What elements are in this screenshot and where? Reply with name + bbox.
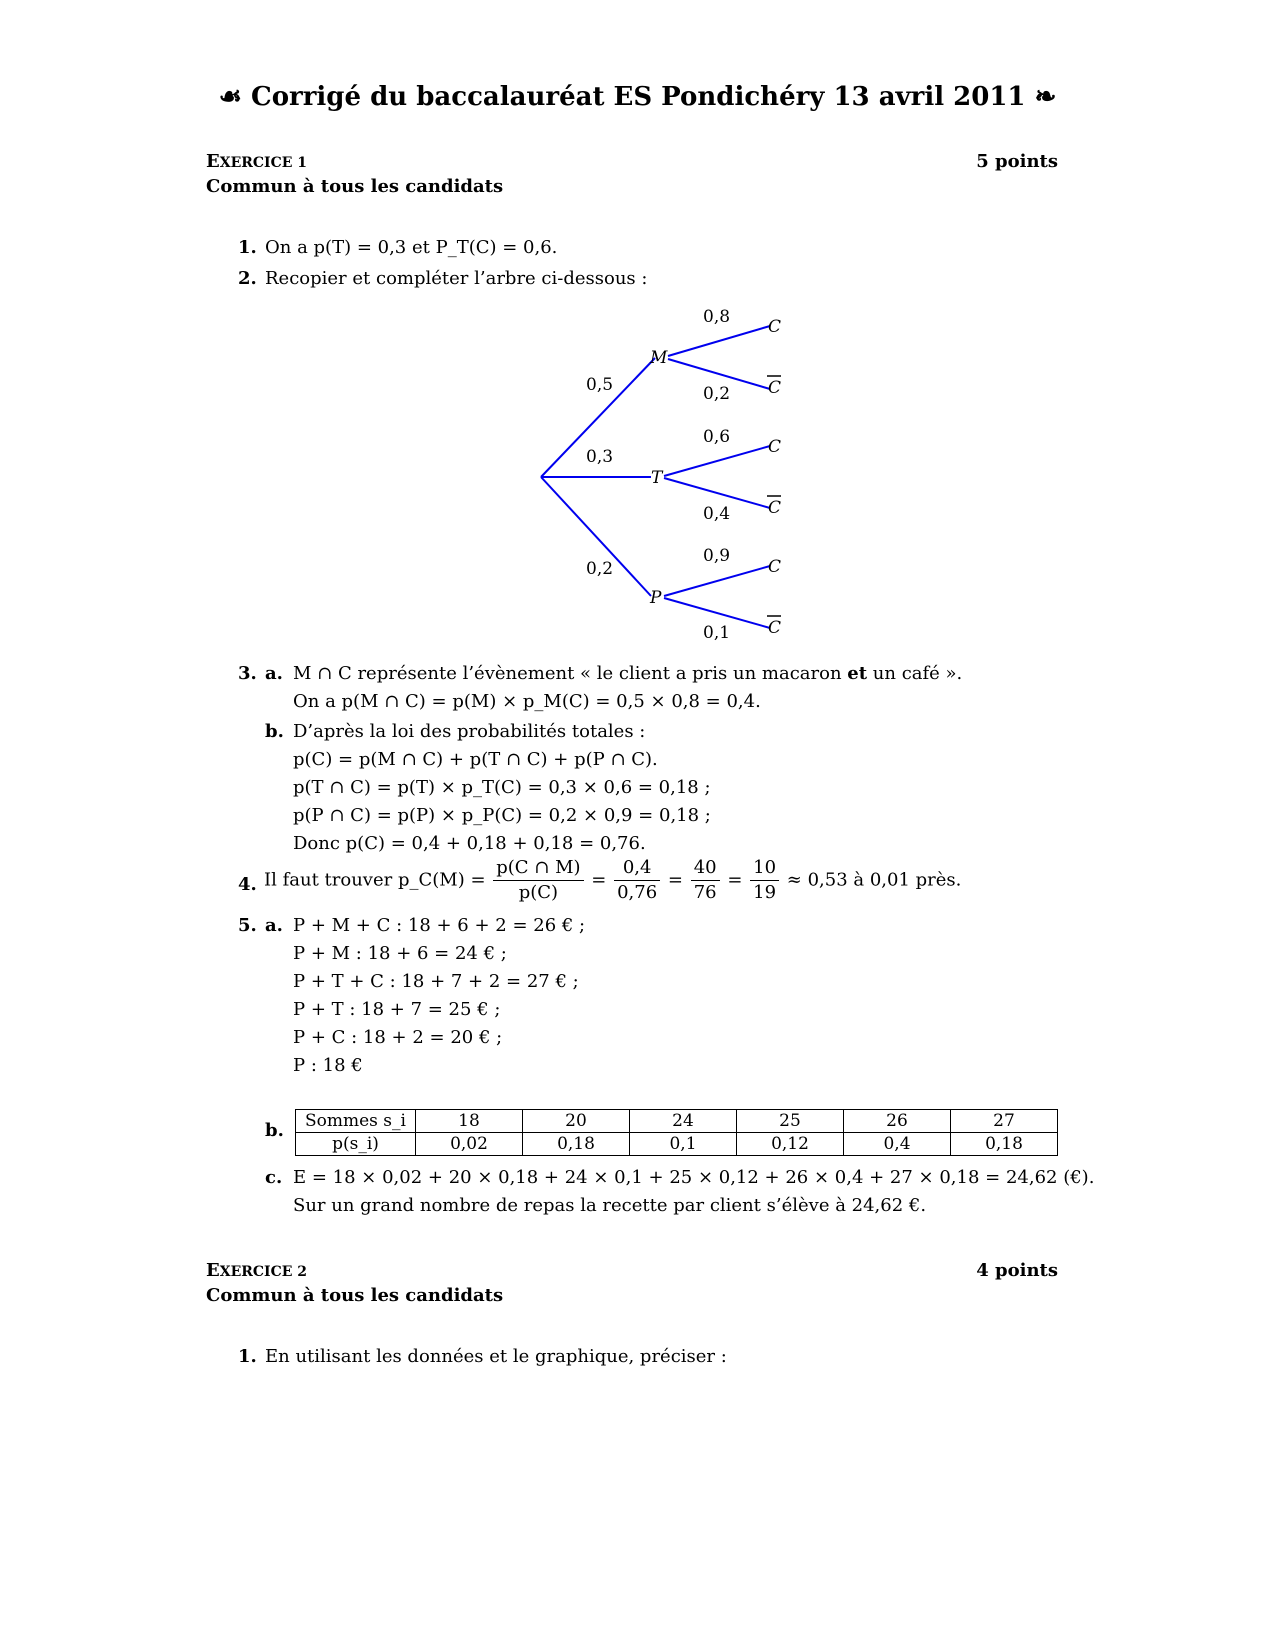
branch-p-c bbox=[664, 566, 770, 596]
table-cell: 24 bbox=[630, 1110, 737, 1133]
q3a-label: a. bbox=[265, 663, 283, 684]
exercise-2-heading: EXERCICE 2 bbox=[206, 1260, 308, 1281]
q3b-line: p(C) = p(M ∩ C) + p(T ∩ C) + p(P ∩ C). bbox=[293, 749, 658, 770]
branch-m-c bbox=[668, 326, 770, 356]
q4-formula: Il faut trouver p_C(M) = $\frac{p(C \cap M)}{p(C)}$ = $\frac{0,4}{0,76}$ = $\frac{40}{76}$ = $\frac{10}{19}$ ≈ 0,53 à 0,01 près. bbox=[264, 857, 962, 903]
table-cell: 0,18 bbox=[523, 1133, 630, 1156]
q3b-label: b. bbox=[265, 721, 284, 742]
leaf-t-c: C bbox=[768, 437, 782, 457]
q3b-line: p(P ∩ C) = p(P) × p_P(C) = 0,2 × 0,9 = 0,18 ; bbox=[293, 805, 711, 826]
q5a-line: P + T : 18 + 7 = 25 € ; bbox=[293, 999, 501, 1020]
table-cell: 18 bbox=[416, 1110, 523, 1133]
q5a-line: P + C : 18 + 2 = 20 € ; bbox=[293, 1027, 503, 1048]
q5-number: 5. bbox=[238, 915, 257, 936]
table-cell: 25 bbox=[737, 1110, 844, 1133]
prob-p: 0,2 bbox=[586, 559, 614, 579]
table-header-cell: p(s_i) bbox=[296, 1133, 416, 1156]
fraction: $\frac{10}{19}$ bbox=[750, 859, 779, 902]
q5a-label: a. bbox=[265, 915, 283, 936]
fraction: $\frac{p(C \cap M)}{p(C)}$ bbox=[493, 859, 583, 902]
q5a-line: P : 18 € bbox=[293, 1055, 363, 1076]
table-cell: 0,1 bbox=[630, 1133, 737, 1156]
prob-p-cbar: 0,1 bbox=[703, 623, 731, 643]
node-t: T bbox=[651, 468, 663, 488]
leaf-m-c: C bbox=[768, 317, 782, 337]
q5c-line2: Sur un grand nombre de repas la recette par client s’élève à 24,62 €. bbox=[293, 1195, 927, 1216]
exercise-1-points: 5 points bbox=[976, 151, 1058, 172]
q3b-line: p(T ∩ C) = p(T) × p_T(C) = 0,3 × 0,6 = 0,18 ; bbox=[293, 777, 711, 798]
prob-m-c: 0,8 bbox=[703, 307, 731, 327]
q3-number: 3. bbox=[238, 663, 257, 684]
q3b-line: D’après la loi des probabilités totales : bbox=[293, 721, 646, 742]
q4-number: 4. bbox=[238, 874, 257, 895]
table-cell: 0,4 bbox=[844, 1133, 951, 1156]
exercise-1-heading: EXERCICE 1 bbox=[206, 151, 308, 172]
table-cell: 26 bbox=[844, 1110, 951, 1133]
q5c-line1: E = 18 × 0,02 + 20 × 0,18 + 24 × 0,1 + 25 × 0,12 + 26 × 0,4 + 27 × 0,18 = 24,62 (€). bbox=[293, 1167, 1095, 1188]
q5a-line: P + M + C : 18 + 6 + 2 = 26 € ; bbox=[293, 915, 586, 936]
q5a-line: P + M : 18 + 6 = 24 € ; bbox=[293, 943, 507, 964]
table-header-cell: Sommes s_i bbox=[296, 1110, 416, 1133]
table-row bbox=[296, 1133, 1058, 1156]
leaf-p-c: C bbox=[768, 557, 782, 577]
node-m: M bbox=[650, 348, 668, 368]
exercise-1-subtitle: Commun à tous les candidats bbox=[206, 176, 504, 197]
q5c-label: c. bbox=[265, 1167, 283, 1188]
q1-number: 1. bbox=[238, 237, 257, 258]
q3a-line1: M ∩ C représente l’évènement « le client a pris un macaron et un café ». bbox=[293, 663, 963, 684]
q1-text: On a p(T) = 0,3 et P_T(C) = 0,6. bbox=[265, 237, 558, 258]
table-cell: 0,12 bbox=[737, 1133, 844, 1156]
page-title: ☙ Corrigé du baccalauréat ES Pondichéry 13 avril 2011 ❧ bbox=[218, 82, 1057, 112]
q5b-label: b. bbox=[265, 1120, 284, 1141]
table-cell: 20 bbox=[523, 1110, 630, 1133]
leaf-m-cbar: C bbox=[768, 378, 782, 398]
table-row bbox=[296, 1110, 1058, 1133]
branch-t-c bbox=[664, 446, 770, 476]
node-p: P bbox=[650, 588, 662, 608]
table-cell: 0,18 bbox=[951, 1133, 1058, 1156]
exercise-2-subtitle: Commun à tous les candidats bbox=[206, 1285, 504, 1306]
q3b-line: Donc p(C) = 0,4 + 0,18 + 0,18 = 0,76. bbox=[293, 833, 646, 854]
probability-tree bbox=[0, 0, 1275, 660]
prob-p-c: 0,9 bbox=[703, 546, 731, 566]
prob-t-cbar: 0,4 bbox=[703, 504, 731, 524]
fraction: $\frac{40}{76}$ bbox=[691, 859, 720, 902]
q2-text: Recopier et compléter l’arbre ci-dessous : bbox=[265, 268, 648, 289]
q5a-line: P + T + C : 18 + 7 + 2 = 27 € ; bbox=[293, 971, 579, 992]
ex2-q1-number: 1. bbox=[238, 1346, 257, 1367]
leaf-p-cbar: C bbox=[768, 618, 782, 638]
exercise-2-points: 4 points bbox=[976, 1260, 1058, 1281]
table-cell: 27 bbox=[951, 1110, 1058, 1133]
fraction: $\frac{0,4}{0,76}$ bbox=[614, 859, 660, 902]
distribution-table bbox=[295, 1109, 1058, 1156]
prob-m: 0,5 bbox=[586, 375, 614, 395]
prob-t-c: 0,6 bbox=[703, 427, 731, 447]
prob-m-cbar: 0,2 bbox=[703, 384, 731, 404]
ex2-q1-text: En utilisant les données et le graphique, préciser : bbox=[265, 1346, 727, 1367]
prob-t: 0,3 bbox=[586, 447, 614, 467]
leaf-t-cbar: C bbox=[768, 498, 782, 518]
q2-number: 2. bbox=[238, 268, 257, 289]
q3a-line2: On a p(M ∩ C) = p(M) × p_M(C) = 0,5 × 0,8 = 0,4. bbox=[293, 691, 761, 712]
table-cell: 0,02 bbox=[416, 1133, 523, 1156]
